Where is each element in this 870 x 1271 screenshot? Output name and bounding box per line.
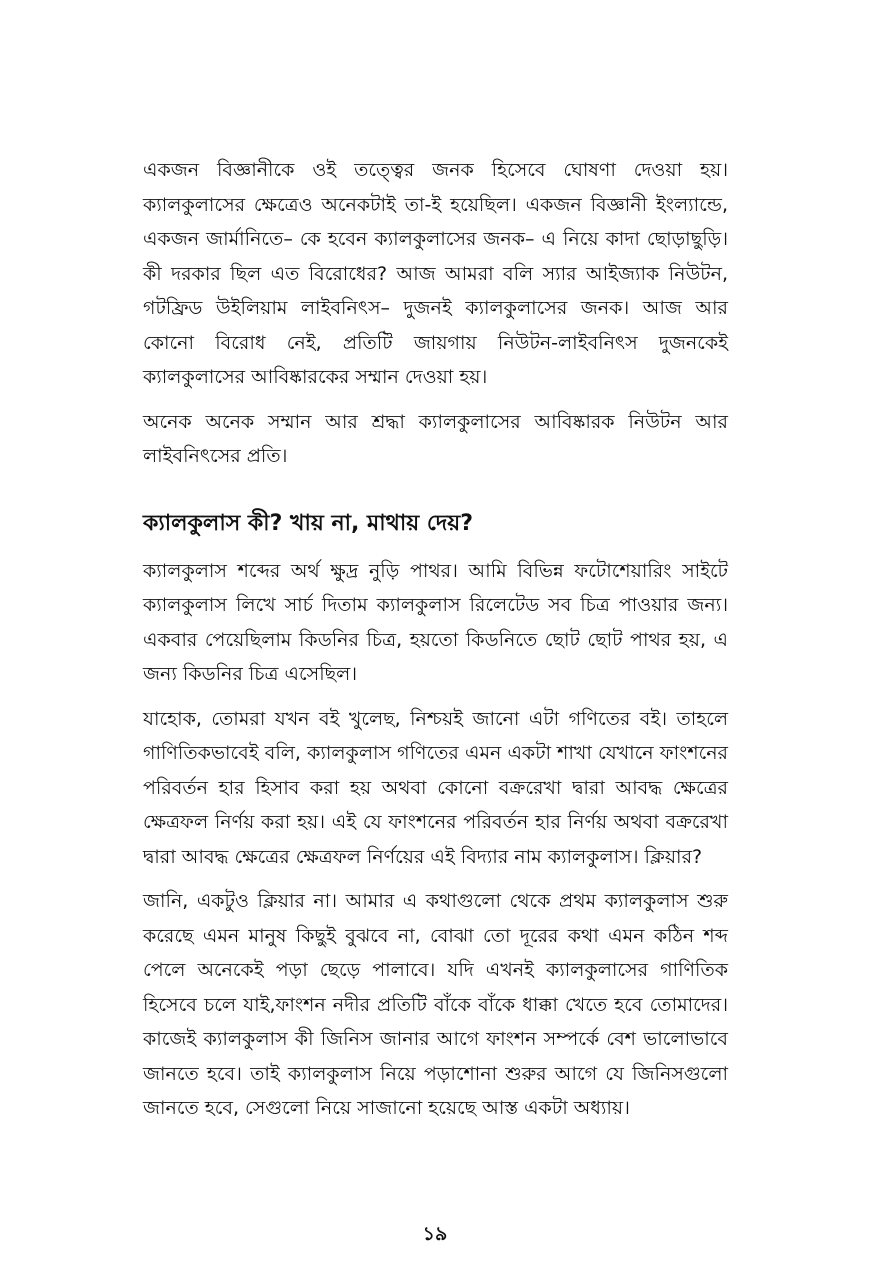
page-number: ১৯ bbox=[422, 1223, 448, 1245]
paragraph-definition: যাহোক, তোমরা যখন বই খুলেছ, নিশ্চয়ই জানো এটা গণিতের বই। তাহলে গাণিতিকভাবেই বলি, ক্যালকুলাস গণিতের এমন একটা শাখা যেখানে ফাংশনের পরিবর্তন হার হিসাব করা হয় অথবা কোনো বক্ররেখা দ্বারা আবদ্ধ ক্ষেত্রের ক্ষেত্রফল নির্ণয় করা হয়। এই যে ফাংশনের পরিবর্তন হার নির্ণয় অথবা বক্ররেখা দ্বারা আবদ্ধ ক্ষেত্রের ক্ষেত্রফল নির্ণয়ের এই বিদ্যার নাম ক্যালকুলাস। ক্লিয়ার? bbox=[143, 707, 728, 868]
paragraph-calculus-dispute: একজন বিজ্ঞানীকে ওই তত্ত্বের জনক হিসেবে ঘোষণা দেওয়া হয়। ক্যালকুলাসের ক্ষেত্রেও অনেকটাই তা-ই হয়েছিল। একজন বিজ্ঞানী ইংল্যান্ডে, একজন জার্মানিতে– কে হবেন ক্যালকুলাসের জনক– এ নিয়ে কাদা ছোড়াছুড়ি। কী দরকার ছিল এত বিরোধের? আজ আমরা বলি স্যার আইজ্যাক নিউটন, গটফ্রিড উইলিয়াম লাইবনিৎস– দুজনই ক্যালকুলাসের জনক। আজ আর কোনো বিরোধ নেই, প্রতিটি জায়গায় নিউটন-লাইবনিৎস দুজনকেই ক্যালকুলাসের আবিষ্কারকের সম্মান দেওয়া হয়। bbox=[143, 159, 728, 388]
paragraph-word-meaning: ক্যালকুলাস শব্দের অর্থ ক্ষুদ্র নুড়ি পাথর। আমি বিভিন্ন ফটোশেয়ারিং সাইটে ক্যালকুলাস লিখে সার্চ দিতাম ক্যালকুলাস রিলেটেড সব চিত্র পাওয়ার জন্য। একবার পেয়েছিলাম কিডনির চিত্র, হয়তো কিডনিতে ছোট ছোট পাথর হয়, এ জন্য কিডনির চিত্র এসেছিল। bbox=[143, 559, 728, 685]
page-body bbox=[143, 153, 728, 1126]
section-heading: ক্যালকুলাস কী? খায় না, মাথায় দেয়? bbox=[143, 510, 474, 536]
paragraph-functions-chapter: জানি, একটুও ক্লিয়ার না। আমার এ কথাগুলো থেকে প্রথম ক্যালকুলাস শুরু করেছে এমন মানুষ কিছুই বুঝবে না, বোঝা তো দূরের কথা এমন কঠিন শব্দ পেলে অনেকেই পড়া ছেড়ে পালাবে। যদি এখনই ক্যালকুলাসের গাণিতিক হিসেবে চলে যাই,ফাংশন নদীর প্রতিটি বাঁকে বাঁকে ধাক্কা খেতে হবে তোমাদের। কাজেই ক্যালকুলাস কী জিনিস জানার আগে ফাংশন সম্পর্কে বেশ ভালোভাবে জানতে হবে। তাই ক্যালকুলাস নিয়ে পড়াশোনা শুরুর আগে যে জিনিসগুলো জানতে হবে, সেগুলো নিয়ে সাজানো হয়েছে আস্ত একটা অধ্যায়। bbox=[143, 890, 728, 1119]
paragraph-tribute: অনেক অনেক সম্মান আর শ্রদ্ধা ক্যালকুলাসের আবিষ্কারক নিউটন আর লাইবনিৎসের প্রতি। bbox=[143, 410, 728, 467]
